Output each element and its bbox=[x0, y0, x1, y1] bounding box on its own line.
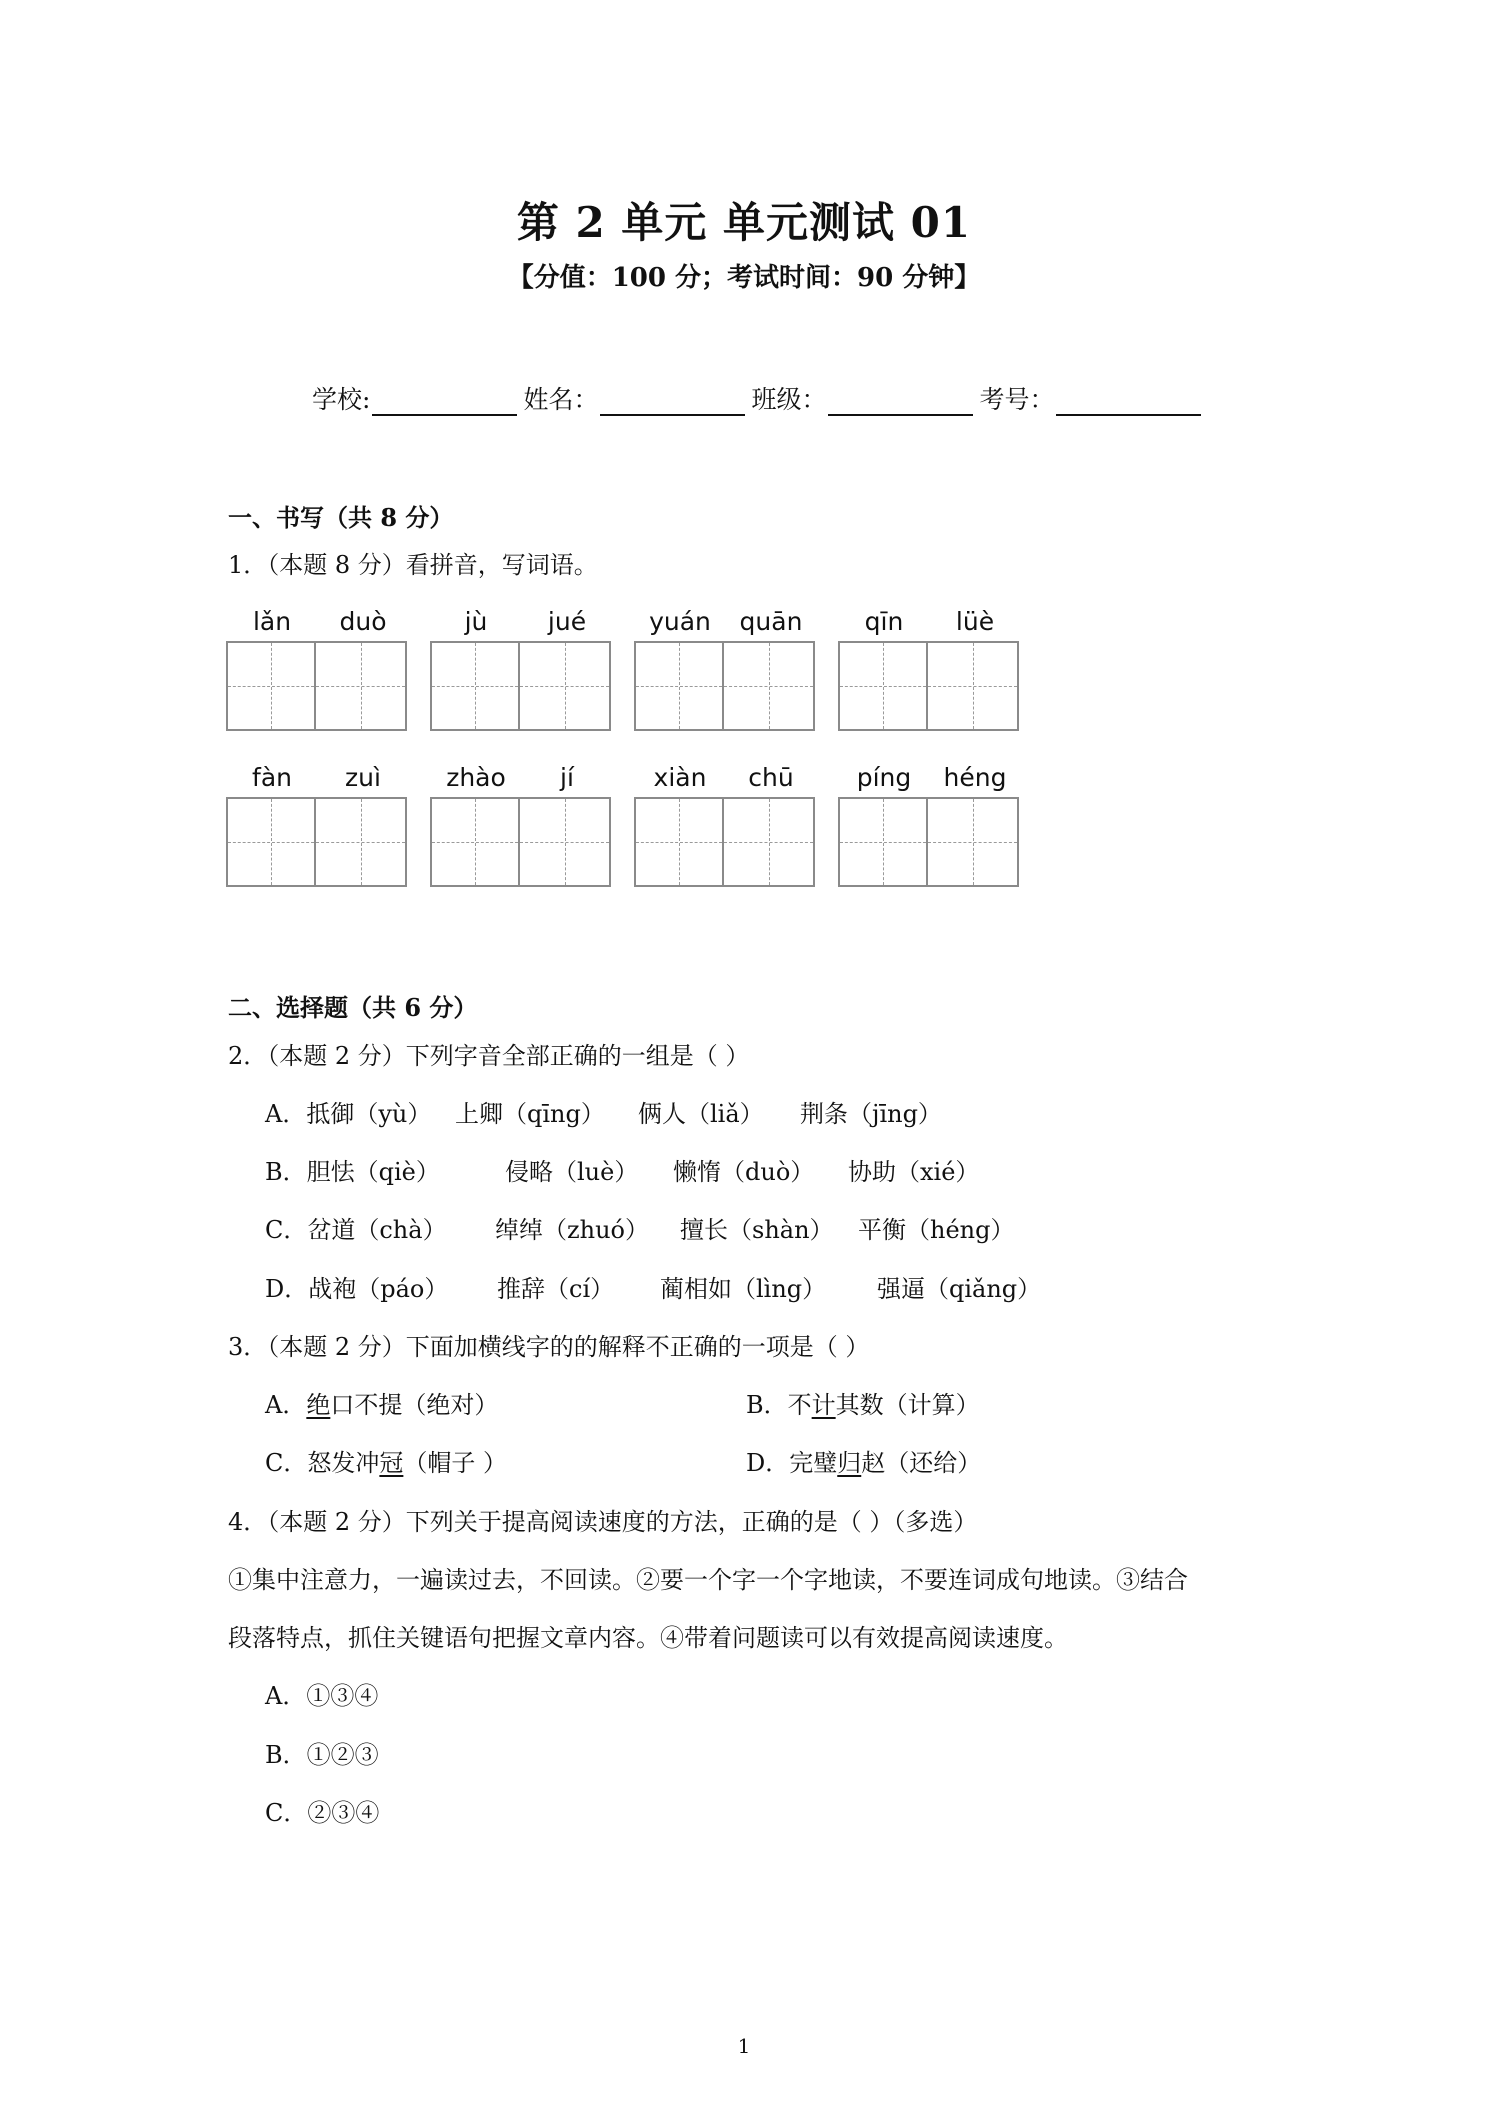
option-rest: 赵（还给） bbox=[861, 1449, 982, 1477]
writing-cell[interactable] bbox=[634, 797, 724, 887]
question3-stem: 3．（本题 2 分）下面加横线字的的解释不正确的一项是（ ） bbox=[228, 1333, 870, 1361]
pinyin-label: jù bbox=[464, 607, 488, 636]
underlined-char: 计 bbox=[811, 1391, 836, 1419]
name-label: 姓名： bbox=[523, 385, 599, 414]
question4-option-c[interactable]: C．②③④ bbox=[265, 1799, 380, 1827]
underlined-char: 归 bbox=[837, 1449, 862, 1477]
option-part: 推辞（cí） bbox=[497, 1275, 615, 1303]
option-part: 强逼（qiǎng） bbox=[877, 1275, 1042, 1303]
option-rest: （帽子 ） bbox=[403, 1449, 508, 1477]
writing-cell[interactable] bbox=[430, 641, 520, 731]
writing-grid bbox=[226, 797, 407, 887]
option-part: 绰绰（zhuó） bbox=[495, 1216, 650, 1244]
exam-number-blank[interactable] bbox=[1056, 388, 1201, 416]
writing-grid bbox=[634, 641, 815, 731]
pinyin-label: lüè bbox=[955, 607, 995, 636]
option-prefix: D．完璧 bbox=[746, 1449, 838, 1477]
option-part: 平衡（héng） bbox=[858, 1216, 1015, 1244]
writing-cell[interactable] bbox=[520, 641, 611, 731]
option-rest: 口不提（绝对） bbox=[330, 1391, 499, 1419]
pinyin-label: chū bbox=[748, 763, 794, 792]
pinyin-label: fàn bbox=[252, 763, 292, 792]
pinyin-label: zhào bbox=[446, 763, 506, 792]
writing-cell[interactable] bbox=[928, 641, 1019, 731]
option-part: A．抵御（yù） bbox=[265, 1100, 432, 1128]
pinyin-label: quān bbox=[739, 607, 803, 636]
writing-cell[interactable] bbox=[838, 797, 928, 887]
writing-cell[interactable] bbox=[724, 797, 815, 887]
option-part: 上卿（qīng） bbox=[455, 1100, 605, 1128]
writing-cell[interactable] bbox=[520, 797, 611, 887]
question3-option-d[interactable] bbox=[746, 1443, 981, 1478]
option-part: 协助（xié） bbox=[848, 1158, 980, 1186]
writing-grid bbox=[838, 797, 1019, 887]
writing-cell[interactable] bbox=[838, 641, 928, 731]
question3-option-b[interactable] bbox=[746, 1385, 980, 1420]
question3-option-a[interactable] bbox=[265, 1385, 498, 1420]
writing-grid bbox=[226, 641, 407, 731]
option-part: C．岔道（chà） bbox=[265, 1216, 447, 1244]
option-part: D．战袍（páo） bbox=[265, 1275, 449, 1303]
exam-number-label: 考号： bbox=[979, 385, 1055, 414]
question3-option-c[interactable] bbox=[265, 1443, 507, 1478]
pinyin-label: píng bbox=[856, 763, 912, 792]
underlined-char: 冠 bbox=[379, 1449, 404, 1477]
score-time-subtitle: 【分值：100 分；考试时间：90 分钟】 bbox=[507, 263, 981, 293]
option-part: 蔺相如（lìng） bbox=[660, 1275, 827, 1303]
writing-cell[interactable] bbox=[316, 641, 407, 731]
writing-grid bbox=[430, 797, 611, 887]
option-part: B．胆怯（qiè） bbox=[265, 1158, 440, 1186]
writing-grid bbox=[430, 641, 611, 731]
option-part: 俩人（liǎ） bbox=[638, 1100, 764, 1128]
school-label: 学校: bbox=[312, 385, 371, 414]
writing-cell[interactable] bbox=[316, 797, 407, 887]
question4-passage-line-2: 段落特点，抓住关键语句把握文章内容。④带着问题读可以有效提高阅读速度。 bbox=[228, 1624, 1068, 1652]
option-rest: 其数（计算） bbox=[835, 1391, 980, 1419]
option-part: 侵略（luè） bbox=[505, 1158, 639, 1186]
pinyin-label: lǎn bbox=[252, 607, 292, 636]
class-label: 班级： bbox=[751, 385, 827, 414]
pinyin-label: duò bbox=[339, 607, 387, 636]
pinyin-label: zuì bbox=[345, 763, 381, 792]
question2-stem: 2．（本题 2 分）下列字音全部正确的一组是（ ） bbox=[228, 1042, 750, 1070]
question1-stem: 1．（本题 8 分）看拼音，写词语。 bbox=[228, 551, 598, 579]
section1-heading: 一、书写（共 8 分） bbox=[228, 503, 454, 532]
writing-cell[interactable] bbox=[634, 641, 724, 731]
option-part: 懒惰（duò） bbox=[673, 1158, 815, 1186]
section2-heading: 二、选择题（共 6 分） bbox=[228, 993, 478, 1022]
option-prefix: A． bbox=[265, 1391, 307, 1419]
writing-cell[interactable] bbox=[226, 641, 316, 731]
question4-option-a[interactable]: A．①③④ bbox=[265, 1682, 379, 1710]
writing-cell[interactable] bbox=[724, 641, 815, 731]
name-blank[interactable] bbox=[600, 388, 745, 416]
pinyin-label: qīn bbox=[864, 607, 904, 636]
option-part: 擅长（shàn） bbox=[680, 1216, 834, 1244]
question4-stem: 4．（本题 2 分）下列关于提高阅读速度的方法，正确的是（ ）（多选） bbox=[228, 1508, 978, 1536]
class-blank[interactable] bbox=[828, 388, 973, 416]
underlined-char: 绝 bbox=[306, 1391, 331, 1419]
option-prefix: C．怒发冲 bbox=[265, 1449, 380, 1477]
question4-passage-line-1: ①集中注意力，一遍读过去，不回读。②要一个字一个字地读，不要连词成句地读。③结合 bbox=[228, 1566, 1188, 1594]
writing-grid bbox=[838, 641, 1019, 731]
pinyin-label: yuán bbox=[649, 607, 711, 636]
pinyin-label: xiàn bbox=[653, 763, 707, 792]
page-title: 第 2 单元 单元测试 01 bbox=[516, 198, 972, 247]
question4-option-b[interactable]: B．①②③ bbox=[265, 1741, 379, 1769]
option-prefix: B．不 bbox=[746, 1391, 812, 1419]
writing-cell[interactable] bbox=[928, 797, 1019, 887]
option-part: 荆条（jīng） bbox=[800, 1100, 942, 1128]
pinyin-label: jué bbox=[547, 607, 587, 636]
school-blank[interactable] bbox=[372, 388, 517, 416]
pinyin-label: héng bbox=[943, 763, 1007, 792]
writing-cell[interactable] bbox=[430, 797, 520, 887]
pinyin-label: jí bbox=[560, 763, 574, 792]
writing-grid bbox=[634, 797, 815, 887]
student-info-row bbox=[312, 380, 1207, 416]
page-number: 1 bbox=[737, 2034, 751, 2058]
writing-cell[interactable] bbox=[226, 797, 316, 887]
